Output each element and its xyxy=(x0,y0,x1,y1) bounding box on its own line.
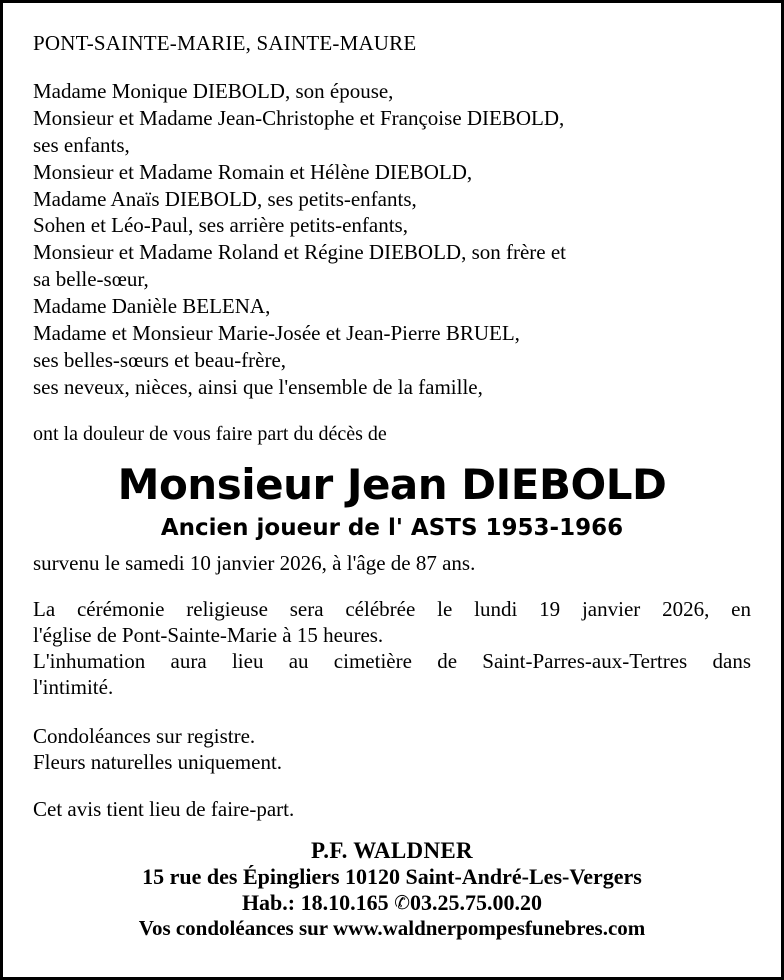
family-line: Madame Monique DIEBOLD, son épouse, xyxy=(33,79,394,103)
family-line: ses neveux, nièces, ainsi que l'ensemble de la famille, xyxy=(33,374,483,399)
funeral-home-phone-line xyxy=(33,890,751,916)
ceremony-line: L'inhumation aura lieu au cimetière de Saint-Parres-aux-Tertres dans xyxy=(33,649,751,673)
family-line: Sohen et Léo-Paul, ses arrière petits-enfants, xyxy=(33,213,408,238)
ceremony-line: l'intimité. xyxy=(33,675,114,700)
family-line: ses enfants, xyxy=(33,132,130,157)
family-line: Madame Danièle BELENA, xyxy=(33,294,271,318)
family-line: sa belle-sœur, xyxy=(33,267,149,292)
locality-line: PONT-SAINTE-MARIE, SAINTE-MAURE xyxy=(33,31,417,55)
funeral-home-hab: Hab.: 18.10.165 xyxy=(241,890,389,915)
family-line: Monsieur et Madame Jean-Christophe et Françoise DIEBOLD, xyxy=(33,105,565,130)
family-line: ses belles-sœurs et beau-frère, xyxy=(33,347,287,372)
family-line: Monsieur et Madame Romain et Hélène DIEBOLD, xyxy=(33,159,473,184)
deceased-name: Monsieur Jean DIEBOLD xyxy=(117,459,667,509)
funeral-home-address: 15 rue des Épingliers 10120 Saint-André-Les-Vergers xyxy=(142,864,642,889)
family-members-list xyxy=(33,78,751,401)
funeral-home-name: P.F. WALDNER xyxy=(311,838,473,863)
ceremony-line: l'église de Pont-Sainte-Marie à 15 heures. xyxy=(33,622,384,647)
family-line: Madame Anaïs DIEBOLD, ses petits-enfants, xyxy=(33,186,417,211)
family-line: Madame et Monsieur Marie-Josée et Jean-Pierre BRUEL, xyxy=(33,320,520,345)
family-line: Monsieur et Madame Roland et Régine DIEBOLD, son frère et xyxy=(33,240,567,265)
announcement-line: ont la douleur de vous faire part du décès de xyxy=(33,422,387,445)
ceremony-line: La cérémonie religieuse sera célébrée le lundi 19 janvier 2026, en xyxy=(33,596,751,621)
condolences-info xyxy=(33,723,751,776)
death-date-age: survenu le samedi 10 janvier 2026, à l'âge de 87 ans. xyxy=(33,550,476,575)
funeral-home-phone: 03.25.75.00.20 xyxy=(410,890,543,915)
condolences-line: Condoléances sur registre. xyxy=(33,723,256,748)
phone-icon: ✆ xyxy=(394,892,411,914)
funeral-home-website[interactable]: Vos condoléances sur www.waldnerpompesfunebres.com xyxy=(138,916,646,940)
faire-part-note: Cet avis tient lieu de faire-part. xyxy=(33,797,295,821)
funeral-home-block xyxy=(33,838,751,941)
ceremony-details xyxy=(33,596,751,701)
deceased-subtitle: Ancien joueur de l' ASTS 1953-1966 xyxy=(160,514,624,541)
condolences-line: Fleurs naturelles uniquement. xyxy=(33,749,283,774)
